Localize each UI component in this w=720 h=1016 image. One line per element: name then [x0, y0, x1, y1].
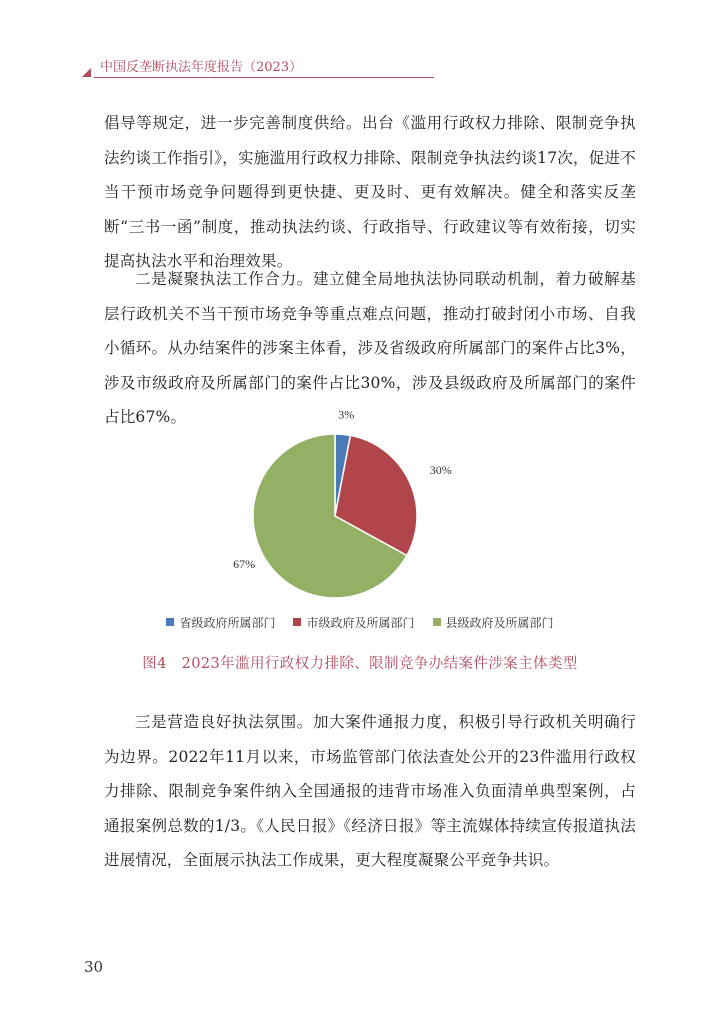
paragraph-3 — [104, 705, 636, 878]
paragraph-3-text: 三是营造良好执法氛围。加大案件通报力度，积极引导行政机关明确行为边界。2022年11月以来，市场监管部门依法查处公开的23件滥用行政权力排除、限制竞争案件纳入全国通报的违背市场准入负面清单典型案例，占通报案例总数的1/3。《人民日报》《经济日报》等主流媒体持续宣传报道执法进展情况，全面展示执法工作成果，更大程度凝聚公平竞争共识。 — [104, 713, 636, 869]
legend-item — [166, 612, 275, 632]
paragraph-1 — [104, 106, 636, 279]
legend-swatch — [166, 618, 174, 626]
pie-slice-label: 67% — [233, 556, 256, 571]
legend-item — [433, 612, 554, 632]
pie-slice-label: 30% — [429, 463, 452, 477]
header-rule — [94, 77, 434, 78]
legend-label: 省级政府所属部门 — [179, 615, 276, 630]
running-header-title: 中国反垄断执法年度报告（2023） — [100, 60, 303, 75]
legend-label: 县级政府及所属部门 — [445, 615, 554, 630]
pie-chart — [120, 410, 600, 640]
chart-legend — [120, 612, 600, 632]
legend-label: 市级政府及所属部门 — [306, 615, 415, 630]
running-header — [94, 56, 434, 82]
pie-chart-svg — [120, 410, 600, 610]
header-triangle-mark — [82, 68, 91, 77]
paragraph-1-text: 倡导等规定，进一步完善制度供给。出台《滥用行政权力排除、限制竞争执法约谈工作指引》，实施滥用行政权力排除、限制竞争执法约谈17次，促进不当干预市场竞争问题得到更快捷、更及时、更有效解决。健全和落实反垄断“三书一函”制度，推动执法约谈、行政指导、行政建议等有效衔接，切实提高执法水平和治理效果。 — [104, 114, 636, 270]
paragraph-2-text: 二是凝聚执法工作合力。建立健全局地执法协同联动机制，着力破解基层行政机关不当干预市场竞争等重点难点问题，推动打破封闭小市场、自我小循环。从办结案件的涉案主体看，涉及省级政府所属部门的案件占比3%，涉及市级政府及所属部门的案件占比30%，涉及县级政府及所属部门的案件占比67%。 — [104, 270, 636, 426]
pie-slice-label: 3% — [338, 410, 355, 422]
page-number: 30 — [84, 958, 104, 976]
legend-swatch — [293, 618, 301, 626]
legend-item — [293, 612, 414, 632]
paragraph-2 — [104, 262, 636, 435]
figure-caption: 图4 2023年滥用行政权力排除、限制竞争办结案件涉案主体类型 — [142, 656, 578, 672]
legend-swatch — [433, 618, 441, 626]
